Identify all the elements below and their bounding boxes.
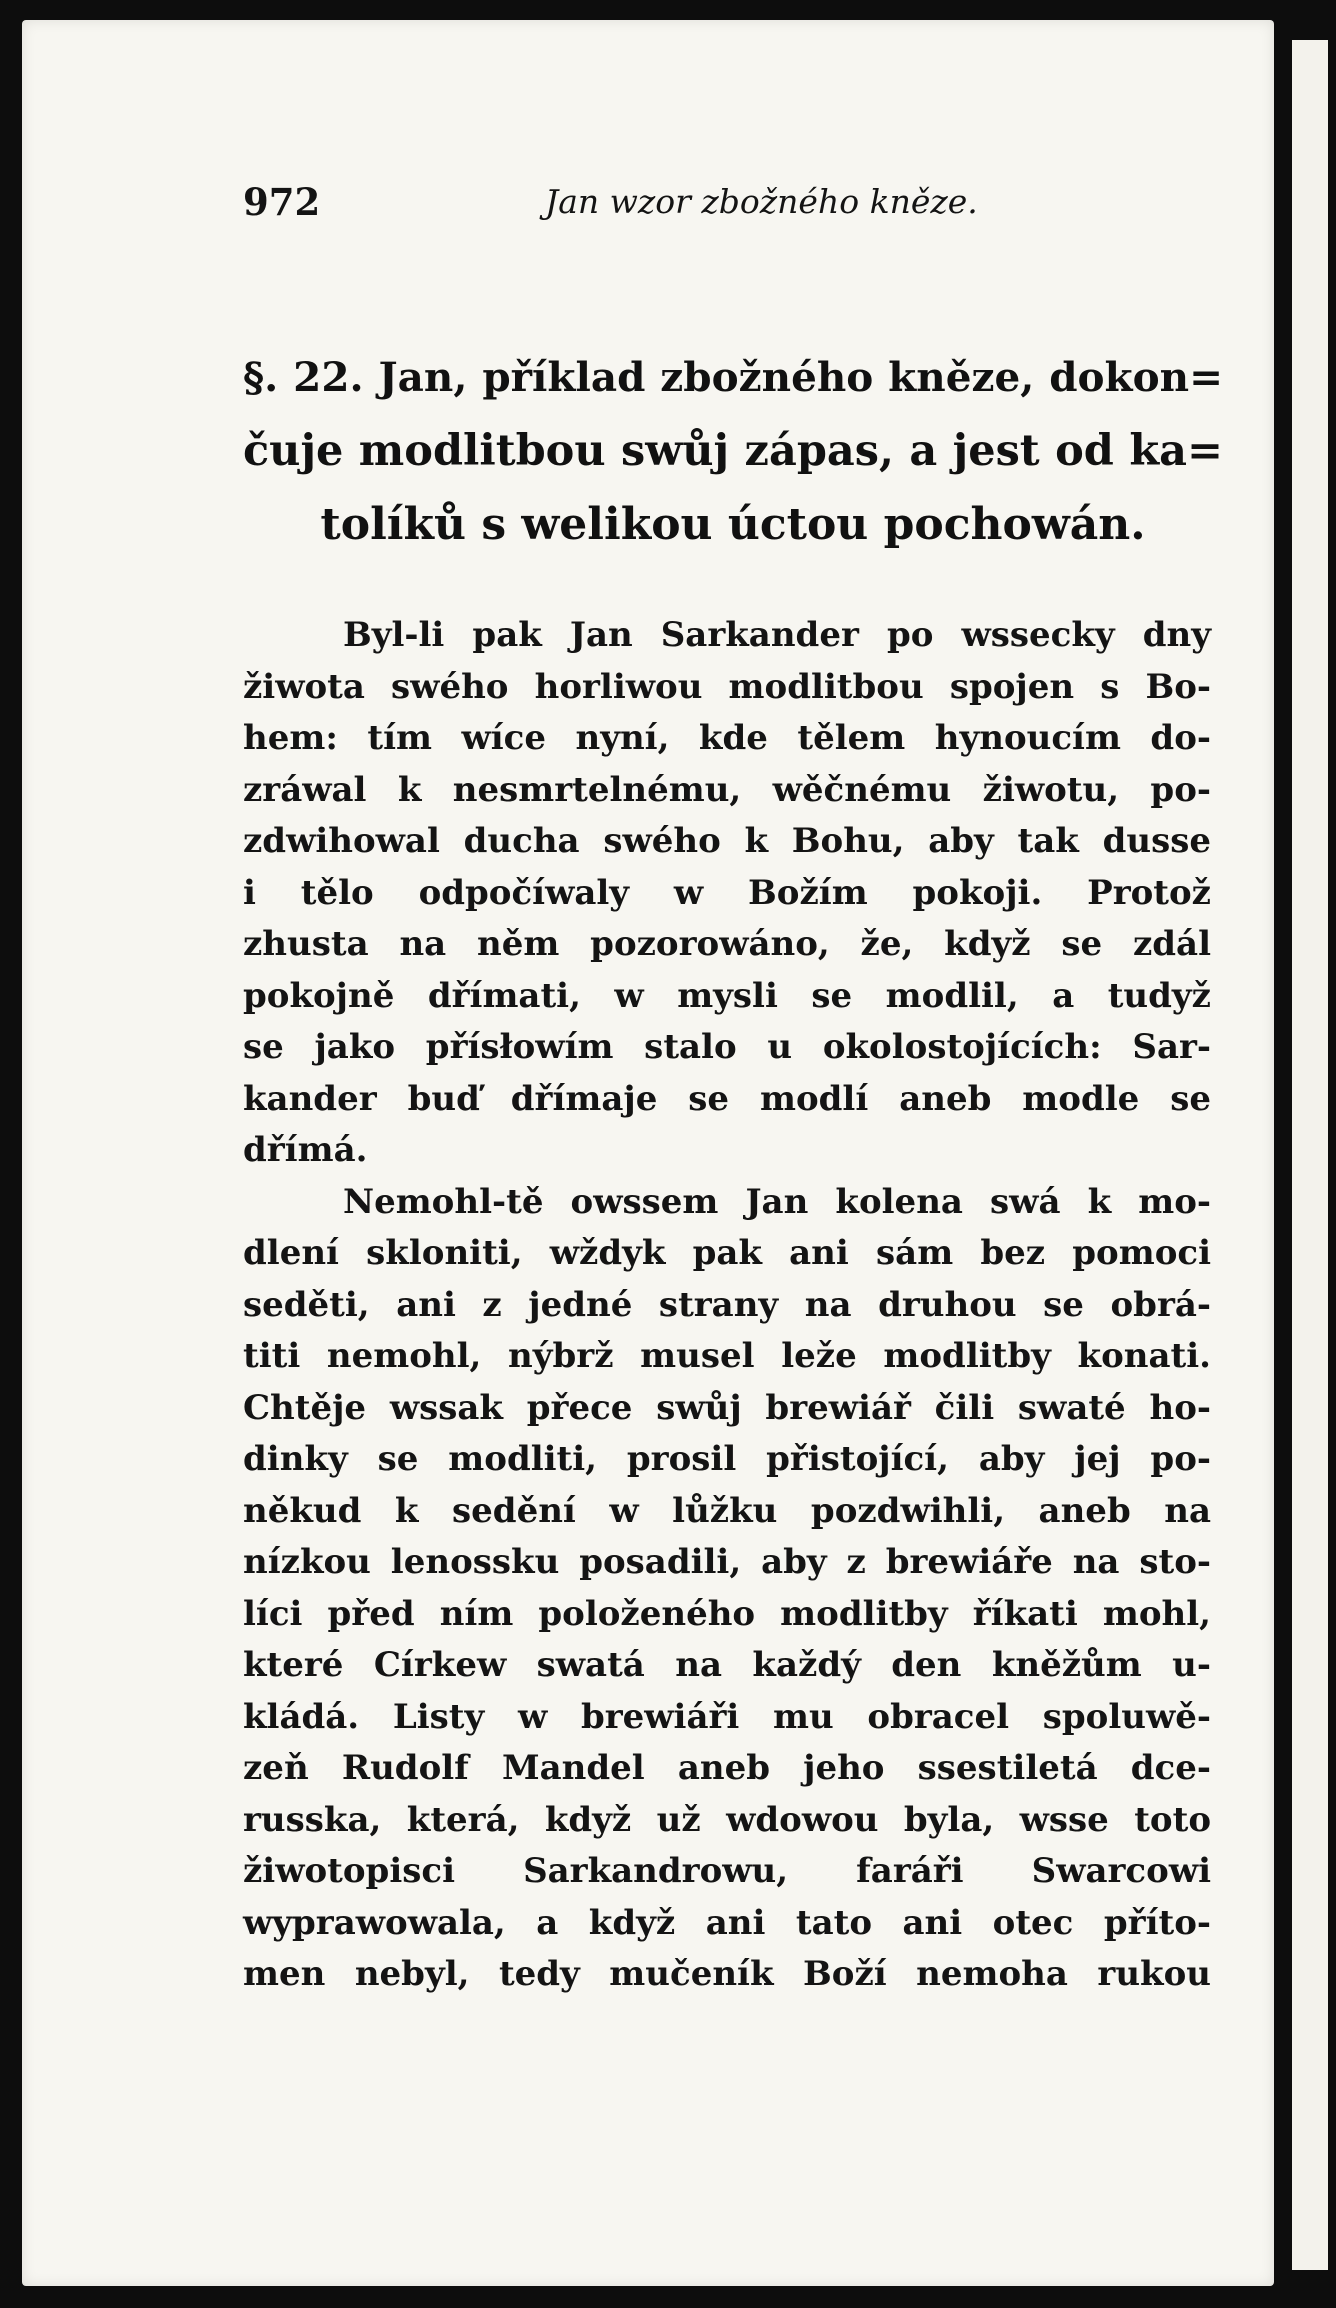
text-line: dinky se modliti, prosil přistojící, aby jej po-: [243, 1439, 1211, 1479]
running-title: Jan wzor zbožného kněze.: [545, 182, 978, 221]
text-line: Nemohl-tě owssem Jan kolena swá k mo-: [343, 1181, 1211, 1222]
text-line: pokojně dřímati, w mysli se modlil, a tudyž: [243, 975, 1211, 1016]
text-line: hem: tím wíce nyní, kde tělem hynoucím do-: [243, 718, 1211, 758]
text-line: někud k sedění w lůžku pozdwihli, aneb na: [243, 1490, 1211, 1531]
text-line: dlení skloniti, wždyk pak ani sám bez pomoci: [243, 1233, 1211, 1273]
text-line: men nebyl, tedy mučeník Boží nemoha rukou: [243, 1954, 1211, 1994]
heading-line: čuje modlitbou swůj zápas, a jest od ka=: [243, 426, 1223, 476]
text-line: zráwal k nesmrtelnému, wěčnému žiwotu, po-: [243, 769, 1211, 810]
text-line: žiwota swého horliwou modlitbou spojen s Bo-: [243, 666, 1211, 707]
text-line: žiwotopisci Sarkandrowu, faráři Swarcowi: [243, 1851, 1211, 1891]
text-line: Chtěje wssak přece swůj brewiář čili swaté ho-: [243, 1387, 1211, 1428]
paragraph-1: [243, 610, 1211, 1177]
text-line: kládá. Listy w brewiáři mu obracel spoluwě-: [243, 1696, 1211, 1737]
text-line: wyprawowala, a když ani tato ani otec přítо-: [243, 1902, 1211, 1943]
page-number: 972: [243, 180, 321, 224]
heading-line: §. 22. Jan, příklad zbožného kněze, dokon=: [243, 353, 1223, 401]
text-line: líci před ním položeného modlitby říkati mohl,: [243, 1593, 1211, 1634]
text-line: russka, která, když už wdowou byla, wsse toto: [243, 1799, 1211, 1840]
body-text: [243, 610, 1211, 2001]
heading-line: tolíků s welikou úctou pochowán.: [320, 499, 1146, 550]
text-line: zhusta na něm pozorowáno, že, když se zdál: [243, 924, 1211, 964]
adjacent-page-edge: [1292, 40, 1328, 2270]
text-line: zdwihowal ducha swého k Bohu, aby tak dusse: [243, 821, 1211, 861]
running-header: [243, 180, 1023, 230]
section-heading: [243, 340, 1223, 562]
text-line: které Církew swatá na každý den kněžům u-: [243, 1645, 1211, 1685]
paragraph-2: [243, 1177, 1211, 2001]
text-line: nízkou lenossku posadili, aby z brewiáře na sto-: [243, 1542, 1211, 1582]
text-line: Byl-li pak Jan Sarkander po wssecky dny: [343, 615, 1211, 655]
text-line: dřímá.: [243, 1130, 368, 1170]
text-line: kander buď dřímaje se modlí aneb modle se: [243, 1078, 1211, 1119]
text-line: titi nemohl, nýbrž musel leže modlitby konati.: [243, 1336, 1211, 1376]
text-line: zeň Rudolf Mandel aneb jeho ssestiletá dce-: [243, 1748, 1211, 1788]
text-line: seděti, ani z jedné strany na druhou se obrá-: [243, 1284, 1211, 1325]
text-line: se jako přísłowím stalo u okolostojících: Sar-: [243, 1027, 1211, 1067]
text-line: i tělo odpočíwaly w Božím pokoji. Protož: [243, 872, 1211, 913]
